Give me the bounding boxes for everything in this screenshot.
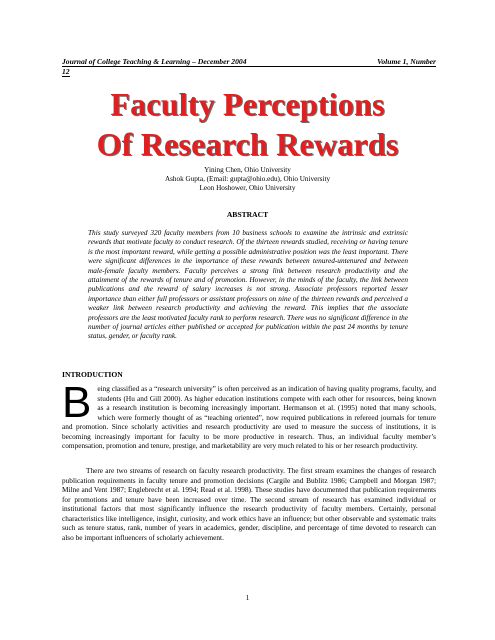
volume-label: Volume 1, Number — [377, 57, 436, 66]
author-1: Yining Chen, Ohio University — [204, 166, 291, 174]
introduction-paragraph-1 — [62, 378, 436, 451]
running-head — [62, 57, 436, 77]
page-number: 1 — [245, 594, 250, 602]
author-2: Ashok Gupta, (Email: gupta@ohio.edu), Ohio University — [164, 175, 331, 183]
drop-cap: B — [62, 378, 92, 427]
abstract-text: This study surveyed 320 faculty members from 10 business schools to examine the intrinsic and extrinsic rewards that motivate faculty to conduct research. Of the thirteen rewards studied, receiving or having tenure is the most important reward, while getting a possible administrative position was the least important. There were significant differences in the importance of these rewards between tenured-untenured and between male-female faculty members. Faculty perceives a strong link between research productivity and the attainment of the rewards of tenure and of promotion. However, in the minds of the faculty, the link between publications and the reward of salary increases is not strong. Associate professors reported lesser importance than either full professors or assistant professors on nine of the thirteen rewards and perceived a weaker link between research productivity and achieving the reward. This implies that the associate professors are the least motivated faculty rank to perform research. There was no significant difference in the number of journal articles either published or accepted for publication within the past 24 months by tenure status, gender, or faculty rank. — [88, 228, 408, 341]
abstract-heading: ABSTRACT — [226, 210, 269, 219]
paragraph-1-text: eing classified as a “research university” is often perceived as an indication of having quality programs, faculty, and students (Hu and Gill 2000). As higher education institutions compete with each other for resources, being known as a research institution is becoming increasingly important. Hermanson et al. (1995) noted that many schools, which were formerly thought of as “teaching oriented”, now required publications in refereed journals for tenure and promotion. Since scholarly activities and research productivity are used to measure the success of institutions, it is becoming increasingly important for faculty to be more productive in research. Thus, an individual faculty member’s compensation, promotion and tenure, prestige, and marketability are very much related to his or her research productivity. — [62, 384, 436, 450]
issue-number: 12 — [62, 67, 70, 76]
author-list — [0, 166, 495, 193]
journal-name: Journal of College Teaching & Learning – December 2004 — [62, 57, 247, 66]
title-line-1: Faculty Perceptions — [110, 86, 385, 122]
author-3: Leon Hoshower, Ohio University — [199, 184, 296, 192]
introduction-heading: INTRODUCTION — [62, 370, 123, 379]
introduction-paragraph-2: There are two streams of research on faculty research productivity. The first stream examines the changes of research publication requirements in faculty tenure and promotion decisions (Cargile and Bublitz 1986; Campbell and Morgan 1987; Milne and Vent 1987; Englebrecht et al. 1994; Read et al. 1998). These studies have documented that publication requirements for promotions and tenure have been increased over time. The second stream of research has examined individual or institutional factors that most significantly influence the research productivity of faculty members. Certainly, personal characteristics like intelligence, insight, curiosity, and work ethics have an influence; but other observable and systematic traits such as tenure status, rank, number of years in academics, gender, discipline, and percentage of time devoted to research can also be important influencers of scholarly achievement. — [62, 466, 436, 542]
title-line-2: Of Research Rewards — [96, 126, 399, 162]
